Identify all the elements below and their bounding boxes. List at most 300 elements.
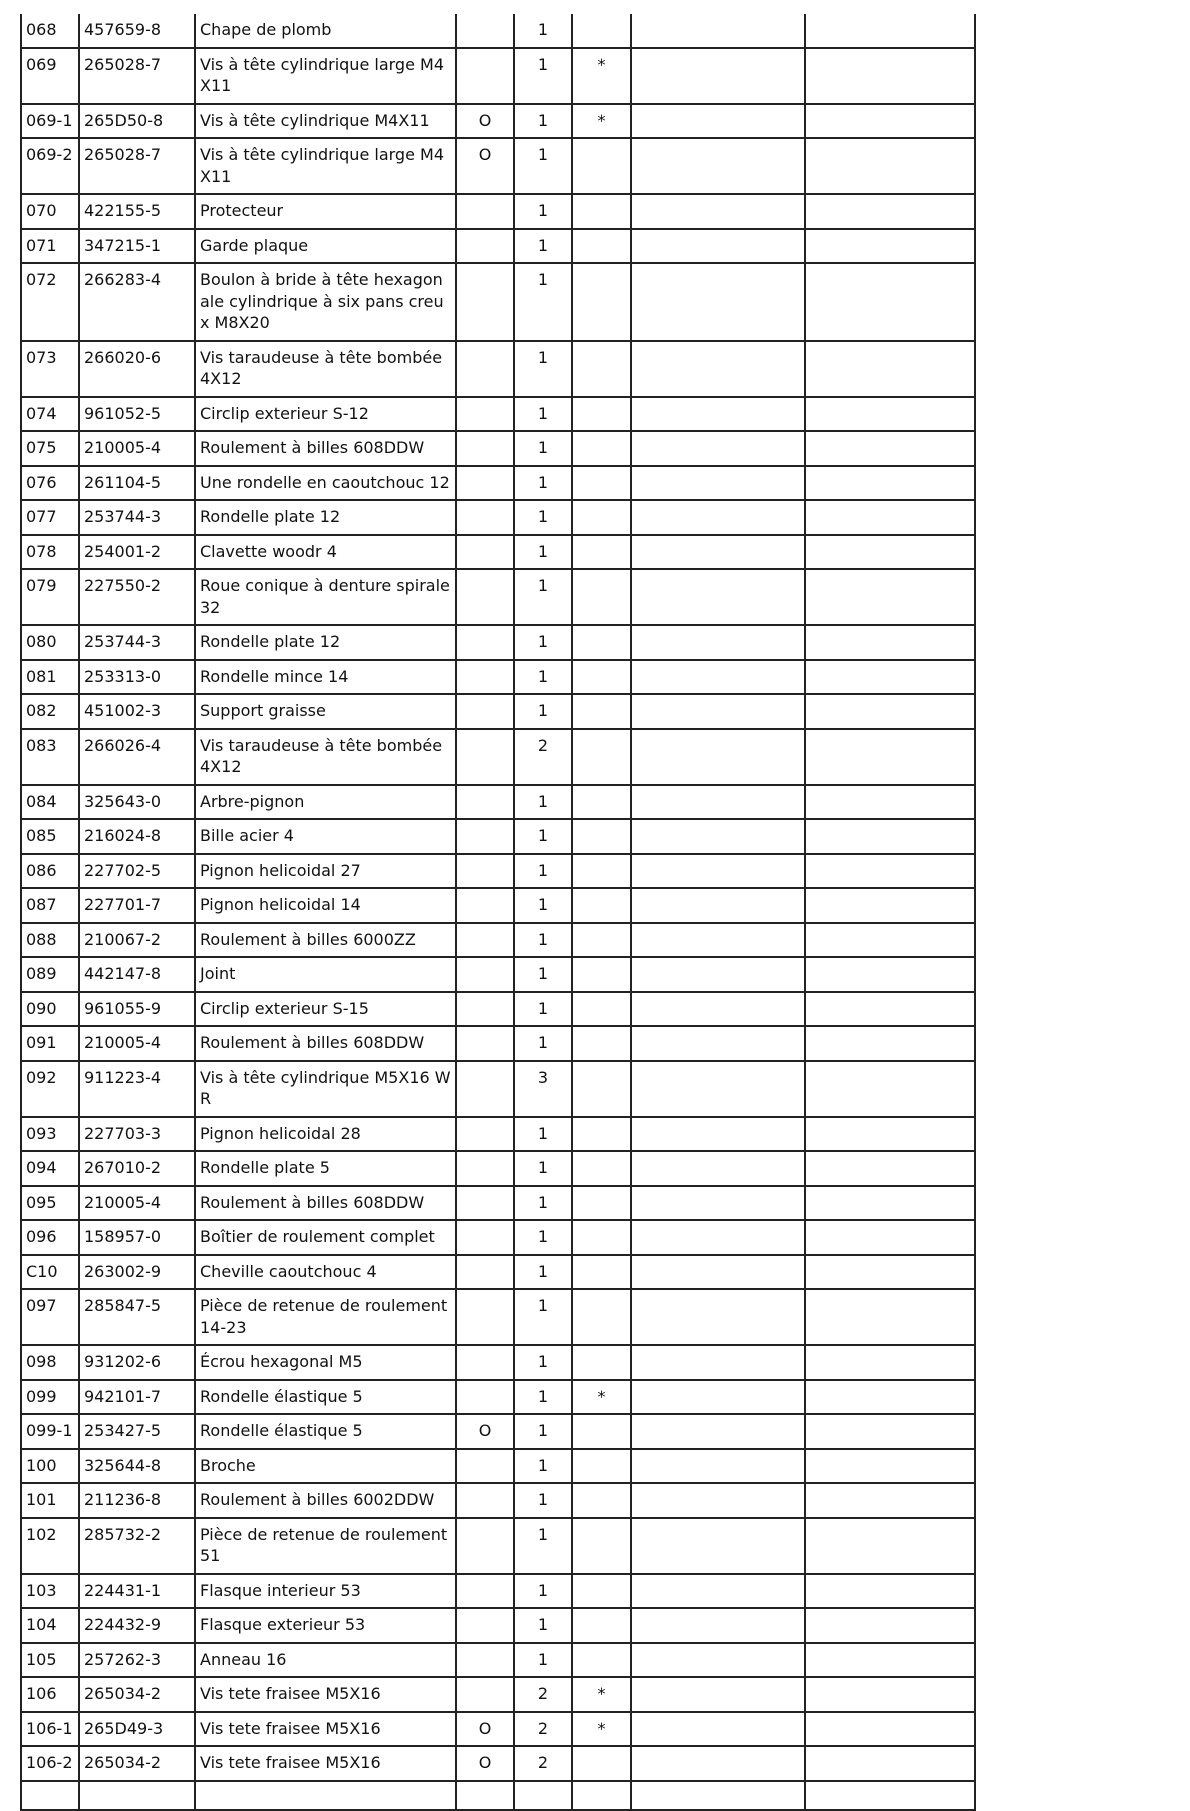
note-mark xyxy=(572,1186,631,1221)
option-mark xyxy=(456,1449,514,1484)
part-code: 457659-8 xyxy=(79,14,195,48)
option-mark xyxy=(456,194,514,229)
quantity: 1 xyxy=(514,785,572,820)
quantity: 1 xyxy=(514,263,572,341)
note-mark xyxy=(572,397,631,432)
option-mark xyxy=(456,729,514,785)
part-description: Boîtier de roulement complet xyxy=(195,1220,456,1255)
note-mark xyxy=(572,1151,631,1186)
part-code: 227702-5 xyxy=(79,854,195,889)
part-description: Roulement à billes 608DDW xyxy=(195,1186,456,1221)
option-mark xyxy=(456,1380,514,1415)
blank-cell xyxy=(805,785,975,820)
blank-cell xyxy=(631,785,805,820)
blank-cell xyxy=(805,625,975,660)
blank-cell xyxy=(805,819,975,854)
quantity: 1 xyxy=(514,1449,572,1484)
quantity: 1 xyxy=(514,1518,572,1574)
item-number: 092 xyxy=(21,1061,79,1117)
table-row xyxy=(21,992,975,1027)
note-mark: * xyxy=(572,1712,631,1747)
blank-cell xyxy=(631,1449,805,1484)
part-description: Roulement à billes 6000ZZ xyxy=(195,923,456,958)
blank-cell xyxy=(631,1643,805,1678)
quantity: 2 xyxy=(514,1677,572,1712)
note-mark xyxy=(572,1414,631,1449)
blank-cell xyxy=(631,1414,805,1449)
option-mark: O xyxy=(456,138,514,194)
quantity: 1 xyxy=(514,138,572,194)
blank-cell xyxy=(805,466,975,501)
option-mark: O xyxy=(456,104,514,139)
quantity: 1 xyxy=(514,466,572,501)
table-row xyxy=(21,694,975,729)
option-mark xyxy=(456,500,514,535)
blank-cell xyxy=(805,1677,975,1712)
part-code: 224431-1 xyxy=(79,1574,195,1609)
option-mark xyxy=(456,1608,514,1643)
note-mark xyxy=(572,1061,631,1117)
blank-cell xyxy=(631,1712,805,1747)
blank-cell xyxy=(805,1449,975,1484)
quantity: 2 xyxy=(514,1746,572,1781)
blank-cell xyxy=(805,1414,975,1449)
part-description: Chape de plomb xyxy=(195,14,456,48)
quantity: 1 xyxy=(514,1643,572,1678)
blank-cell xyxy=(805,500,975,535)
part-code: 253744-3 xyxy=(79,500,195,535)
item-number: 077 xyxy=(21,500,79,535)
blank-cell xyxy=(805,138,975,194)
part-description: Rondelle élastique 5 xyxy=(195,1414,456,1449)
note-mark xyxy=(572,854,631,889)
blank-cell xyxy=(631,819,805,854)
option-mark xyxy=(456,1151,514,1186)
item-number: 105 xyxy=(21,1643,79,1678)
quantity: 1 xyxy=(514,1220,572,1255)
option-mark xyxy=(456,1026,514,1061)
part-description: Vis tete fraisee M5X16 xyxy=(195,1712,456,1747)
blank-cell xyxy=(805,1746,975,1781)
part-code: 961052-5 xyxy=(79,397,195,432)
part-description: Rondelle plate 12 xyxy=(195,625,456,660)
part-code: 227701-7 xyxy=(79,888,195,923)
quantity: 1 xyxy=(514,194,572,229)
quantity: 1 xyxy=(514,625,572,660)
part-code: 347215-1 xyxy=(79,229,195,264)
blank-cell xyxy=(805,1781,975,1810)
item-number: 103 xyxy=(21,1574,79,1609)
item-number: 078 xyxy=(21,535,79,570)
option-mark xyxy=(456,1518,514,1574)
blank-cell xyxy=(631,1518,805,1574)
option-mark xyxy=(456,1483,514,1518)
option-mark xyxy=(456,1220,514,1255)
note-mark xyxy=(572,1026,631,1061)
blank-cell xyxy=(631,1677,805,1712)
item-number: 086 xyxy=(21,854,79,889)
option-mark: O xyxy=(456,1414,514,1449)
option-mark xyxy=(456,1061,514,1117)
quantity: 1 xyxy=(514,819,572,854)
part-description: Vis taraudeuse à tête bombée 4X12 xyxy=(195,341,456,397)
table-row xyxy=(21,1449,975,1484)
note-mark xyxy=(572,341,631,397)
table-row xyxy=(21,1255,975,1290)
quantity: 1 xyxy=(514,854,572,889)
part-description: Arbre-pignon xyxy=(195,785,456,820)
option-mark xyxy=(456,535,514,570)
note-mark xyxy=(572,263,631,341)
table-row xyxy=(21,500,975,535)
blank-cell xyxy=(805,397,975,432)
option-mark xyxy=(456,48,514,104)
part-code: 210005-4 xyxy=(79,1186,195,1221)
blank-cell xyxy=(631,535,805,570)
blank-cell xyxy=(631,466,805,501)
note-mark xyxy=(572,1255,631,1290)
blank-cell xyxy=(631,500,805,535)
blank-cell xyxy=(631,1608,805,1643)
part-code: 285847-5 xyxy=(79,1289,195,1345)
table-row xyxy=(21,1186,975,1221)
blank-cell xyxy=(805,694,975,729)
quantity: 1 xyxy=(514,992,572,1027)
part-description: Flasque interieur 53 xyxy=(195,1574,456,1609)
part-code: 267010-2 xyxy=(79,1151,195,1186)
quantity: 1 xyxy=(514,569,572,625)
table-row xyxy=(21,1483,975,1518)
option-mark xyxy=(456,923,514,958)
quantity: 2 xyxy=(514,1712,572,1747)
note-mark xyxy=(572,535,631,570)
blank-cell xyxy=(631,397,805,432)
quantity: 1 xyxy=(514,1414,572,1449)
part-code: 253744-3 xyxy=(79,625,195,660)
note-mark xyxy=(572,138,631,194)
blank-cell xyxy=(631,694,805,729)
item-number: 097 xyxy=(21,1289,79,1345)
part-code: 451002-3 xyxy=(79,694,195,729)
table-row xyxy=(21,14,975,48)
note-mark: * xyxy=(572,48,631,104)
item-number: 075 xyxy=(21,431,79,466)
note-mark xyxy=(572,194,631,229)
part-description: Vis tete fraisee M5X16 xyxy=(195,1746,456,1781)
table-row xyxy=(21,785,975,820)
blank-cell xyxy=(631,194,805,229)
option-mark xyxy=(456,466,514,501)
option-mark xyxy=(456,1289,514,1345)
blank-cell xyxy=(79,1781,195,1810)
item-number: 096 xyxy=(21,1220,79,1255)
blank-cell xyxy=(805,1255,975,1290)
table-row xyxy=(21,466,975,501)
quantity: 1 xyxy=(514,397,572,432)
quantity: 1 xyxy=(514,1345,572,1380)
quantity: 1 xyxy=(514,660,572,695)
blank-cell xyxy=(805,1345,975,1380)
item-number: 082 xyxy=(21,694,79,729)
table-row xyxy=(21,194,975,229)
blank-cell xyxy=(805,1186,975,1221)
blank-cell xyxy=(805,431,975,466)
part-description: Écrou hexagonal M5 xyxy=(195,1345,456,1380)
blank-cell xyxy=(631,1186,805,1221)
parts-list-body xyxy=(21,14,975,1810)
blank-cell xyxy=(631,48,805,104)
part-code: 211236-8 xyxy=(79,1483,195,1518)
blank-cell xyxy=(805,923,975,958)
note-mark xyxy=(572,500,631,535)
blank-cell xyxy=(514,1781,572,1810)
option-mark xyxy=(456,660,514,695)
note-mark xyxy=(572,1518,631,1574)
note-mark xyxy=(572,431,631,466)
part-description: Vis à tête cylindrique M5X16 WR xyxy=(195,1061,456,1117)
quantity: 1 xyxy=(514,1186,572,1221)
table-row xyxy=(21,1220,975,1255)
item-number: 071 xyxy=(21,229,79,264)
note-mark xyxy=(572,1746,631,1781)
blank-cell xyxy=(631,341,805,397)
blank-cell xyxy=(631,1117,805,1152)
table-row xyxy=(21,923,975,958)
part-code: 257262-3 xyxy=(79,1643,195,1678)
item-number: 093 xyxy=(21,1117,79,1152)
item-number: 100 xyxy=(21,1449,79,1484)
part-code: 266283-4 xyxy=(79,263,195,341)
option-mark xyxy=(456,569,514,625)
part-description: Pignon helicoidal 28 xyxy=(195,1117,456,1152)
blank-cell xyxy=(631,229,805,264)
part-description: Une rondelle en caoutchouc 12 xyxy=(195,466,456,501)
part-code: 216024-8 xyxy=(79,819,195,854)
part-description: Joint xyxy=(195,957,456,992)
table-row xyxy=(21,1574,975,1609)
table-row xyxy=(21,535,975,570)
option-mark xyxy=(456,888,514,923)
blank-cell xyxy=(631,1483,805,1518)
note-mark xyxy=(572,729,631,785)
blank-cell xyxy=(805,569,975,625)
part-description: Pièce de retenue de roulement 51 xyxy=(195,1518,456,1574)
parts-list-table xyxy=(20,14,976,1811)
blank-cell xyxy=(631,1345,805,1380)
option-mark: O xyxy=(456,1712,514,1747)
note-mark xyxy=(572,957,631,992)
blank-cell xyxy=(805,1518,975,1574)
part-description: Garde plaque xyxy=(195,229,456,264)
option-mark xyxy=(456,1643,514,1678)
option-mark xyxy=(456,431,514,466)
blank-cell xyxy=(631,138,805,194)
item-number: 085 xyxy=(21,819,79,854)
blank-cell xyxy=(631,104,805,139)
blank-cell xyxy=(805,1026,975,1061)
item-number: 088 xyxy=(21,923,79,958)
option-mark xyxy=(456,341,514,397)
option-mark xyxy=(456,1186,514,1221)
table-row xyxy=(21,104,975,139)
part-code: 285732-2 xyxy=(79,1518,195,1574)
note-mark xyxy=(572,1117,631,1152)
option-mark xyxy=(456,625,514,660)
part-code: 265028-7 xyxy=(79,48,195,104)
quantity: 1 xyxy=(514,694,572,729)
blank-cell xyxy=(805,1117,975,1152)
note-mark: * xyxy=(572,104,631,139)
quantity: 1 xyxy=(514,1574,572,1609)
part-description: Rondelle mince 14 xyxy=(195,660,456,695)
part-description: Vis tete fraisee M5X16 xyxy=(195,1677,456,1712)
table-row xyxy=(21,1026,975,1061)
blank-cell xyxy=(805,1380,975,1415)
part-description: Vis à tête cylindrique large M4X11 xyxy=(195,48,456,104)
blank-cell xyxy=(805,957,975,992)
item-number: 104 xyxy=(21,1608,79,1643)
item-number: 102 xyxy=(21,1518,79,1574)
note-mark xyxy=(572,1574,631,1609)
quantity: 1 xyxy=(514,1483,572,1518)
blank-cell xyxy=(805,535,975,570)
table-row xyxy=(21,1608,975,1643)
note-mark xyxy=(572,1289,631,1345)
item-number: 068 xyxy=(21,14,79,48)
part-description: Vis à tête cylindrique M4X11 xyxy=(195,104,456,139)
note-mark xyxy=(572,229,631,264)
blank-cell xyxy=(805,341,975,397)
item-number: 106-2 xyxy=(21,1746,79,1781)
quantity: 1 xyxy=(514,431,572,466)
option-mark xyxy=(456,397,514,432)
item-number: 081 xyxy=(21,660,79,695)
part-code: 265034-2 xyxy=(79,1677,195,1712)
table-row xyxy=(21,957,975,992)
option-mark xyxy=(456,1117,514,1152)
item-number: 094 xyxy=(21,1151,79,1186)
table-row xyxy=(21,1414,975,1449)
note-mark xyxy=(572,625,631,660)
note-mark xyxy=(572,1643,631,1678)
blank-cell xyxy=(631,957,805,992)
table-continuation-row xyxy=(21,1781,975,1810)
part-description: Rondelle élastique 5 xyxy=(195,1380,456,1415)
item-number: 091 xyxy=(21,1026,79,1061)
note-mark xyxy=(572,694,631,729)
part-description: Circlip exterieur S-12 xyxy=(195,397,456,432)
table-row xyxy=(21,1518,975,1574)
part-code: 265D49-3 xyxy=(79,1712,195,1747)
item-number: 073 xyxy=(21,341,79,397)
part-description: Circlip exterieur S-15 xyxy=(195,992,456,1027)
quantity: 1 xyxy=(514,957,572,992)
part-description: Bille acier 4 xyxy=(195,819,456,854)
blank-cell xyxy=(631,1151,805,1186)
blank-cell xyxy=(805,660,975,695)
item-number: 087 xyxy=(21,888,79,923)
part-code: 266020-6 xyxy=(79,341,195,397)
item-number: 106 xyxy=(21,1677,79,1712)
blank-cell xyxy=(631,729,805,785)
table-row xyxy=(21,854,975,889)
note-mark xyxy=(572,14,631,48)
blank-cell xyxy=(631,1255,805,1290)
option-mark xyxy=(456,694,514,729)
item-number: 070 xyxy=(21,194,79,229)
part-code: 442147-8 xyxy=(79,957,195,992)
blank-cell xyxy=(805,1061,975,1117)
table-row xyxy=(21,569,975,625)
note-mark xyxy=(572,466,631,501)
blank-cell xyxy=(805,854,975,889)
blank-cell xyxy=(631,888,805,923)
note-mark: * xyxy=(572,1677,631,1712)
blank-cell xyxy=(631,569,805,625)
blank-cell xyxy=(805,263,975,341)
part-code: 961055-9 xyxy=(79,992,195,1027)
table-row xyxy=(21,138,975,194)
item-number: 106-1 xyxy=(21,1712,79,1747)
part-code: 253427-5 xyxy=(79,1414,195,1449)
part-code: 422155-5 xyxy=(79,194,195,229)
part-code: 263002-9 xyxy=(79,1255,195,1290)
quantity: 1 xyxy=(514,1026,572,1061)
item-number: 095 xyxy=(21,1186,79,1221)
part-code: 210005-4 xyxy=(79,1026,195,1061)
part-code: 210067-2 xyxy=(79,923,195,958)
part-code: 158957-0 xyxy=(79,1220,195,1255)
part-code: 227703-3 xyxy=(79,1117,195,1152)
item-number: 090 xyxy=(21,992,79,1027)
part-description: Protecteur xyxy=(195,194,456,229)
note-mark xyxy=(572,569,631,625)
part-code: 253313-0 xyxy=(79,660,195,695)
blank-cell xyxy=(805,14,975,48)
blank-cell xyxy=(805,1643,975,1678)
part-code: 265D50-8 xyxy=(79,104,195,139)
item-number: 089 xyxy=(21,957,79,992)
note-mark xyxy=(572,1449,631,1484)
blank-cell xyxy=(805,1483,975,1518)
option-mark: O xyxy=(456,1746,514,1781)
quantity: 1 xyxy=(514,48,572,104)
table-row xyxy=(21,1117,975,1152)
option-mark xyxy=(456,263,514,341)
part-code: 911223-4 xyxy=(79,1061,195,1117)
part-description: Vis taraudeuse à tête bombée 4X12 xyxy=(195,729,456,785)
part-description: Rondelle plate 12 xyxy=(195,500,456,535)
part-code: 210005-4 xyxy=(79,431,195,466)
quantity: 1 xyxy=(514,500,572,535)
note-mark xyxy=(572,923,631,958)
table-row xyxy=(21,1061,975,1117)
table-row xyxy=(21,1151,975,1186)
part-description: Boulon à bride à tête hexagonale cylindrique à six pans creux M8X20 xyxy=(195,263,456,341)
blank-cell xyxy=(805,1574,975,1609)
quantity: 1 xyxy=(514,1608,572,1643)
table-row xyxy=(21,819,975,854)
item-number: C10 xyxy=(21,1255,79,1290)
table-row xyxy=(21,660,975,695)
blank-cell xyxy=(805,1608,975,1643)
quantity: 2 xyxy=(514,729,572,785)
blank-cell xyxy=(805,992,975,1027)
blank-cell xyxy=(21,1781,79,1810)
part-description: Roue conique à denture spirale 32 xyxy=(195,569,456,625)
blank-cell xyxy=(631,1781,805,1810)
part-code: 266026-4 xyxy=(79,729,195,785)
